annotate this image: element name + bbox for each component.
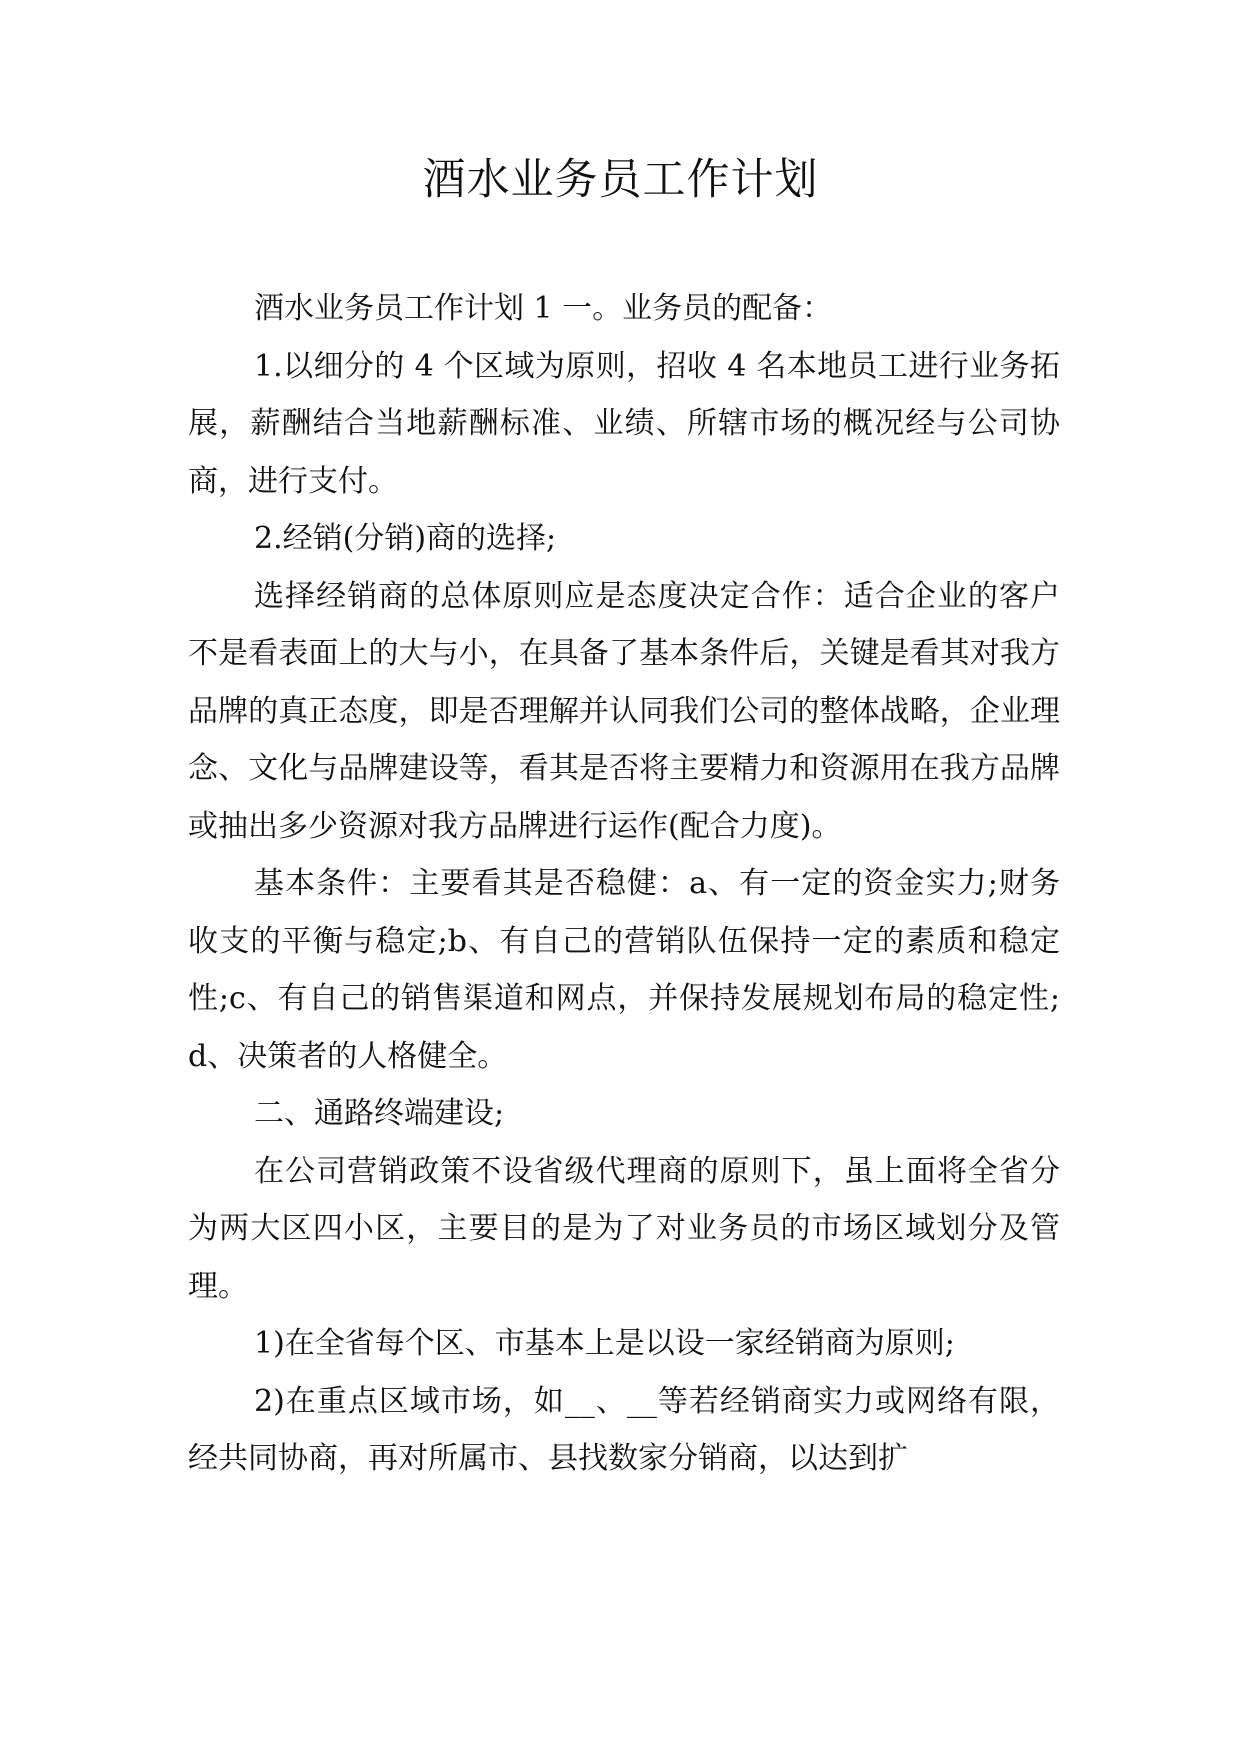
document-title: 酒水业务员工作计划: [422, 155, 819, 205]
paragraph-selection-principle: 选择经销商的总体原则应是态度决定合作：适合企业的客户不是看表面上的大与小，在具备了基本条件后，关键是看其对我方品牌的真正态度，即是否理解并认同我们公司的整体战略，企业理念、文化与品牌建设等，看其是否将主要精力和资源用在我方品牌或抽出多少资源对我方品牌进行运作(配合力度)。: [188, 578, 1060, 844]
paragraph-channel-policy: 在公司营销政策不设省级代理商的原则下，虽上面将全省分为两大区四小区，主要目的是为了对业务员的市场区域划分及管理。: [188, 1153, 1060, 1304]
paragraph-staffing-heading: 酒水业务员工作计划 1 一。业务员的配备：: [254, 291, 833, 326]
paragraph-channel-terminal-heading: 二、通路终端建设;: [254, 1096, 505, 1131]
paragraph-point-two: 2)在重点区域市场，如__、__等若经销商实力或网络有限，经共同协商，再对所属市、县找数家分销商，以达到扩: [188, 1383, 1060, 1476]
document-body: [188, 280, 1060, 1488]
paragraph-basic-conditions: 基本条件：主要看其是否稳健：a、有一定的资金实力;财务收支的平衡与稳定;b、有自己的营销队伍保持一定的素质和稳定性;c、有自己的销售渠道和网点，并保持发展规划布局的稳定性;d、决策者的人格健全。: [188, 866, 1060, 1074]
paragraph-distributor-selection: 2.经销(分销)商的选择;: [254, 521, 557, 556]
paragraph-point-one: 1)在全省每个区、市基本上是以设一家经销商为原则;: [254, 1326, 955, 1361]
paragraph-regions-recruitment: 1.以细分的 4 个区域为原则，招收 4 名本地员工进行业务拓展，薪酬结合当地薪酬标准、业绩、所辖市场的概况经与公司协商，进行支付。: [188, 348, 1060, 499]
